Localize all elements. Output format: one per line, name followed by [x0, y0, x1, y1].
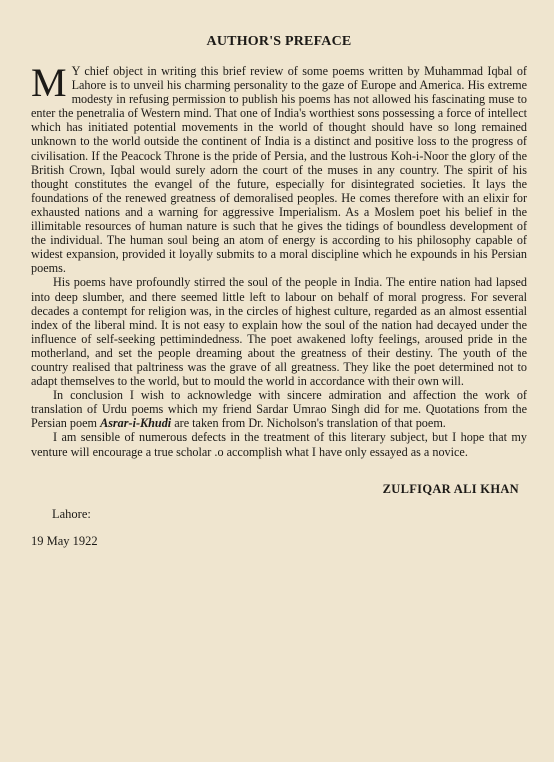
- author-signature: ZULFIQAR ALI KHAN: [382, 481, 519, 496]
- poem-title: Asrar-i-Khudi: [100, 416, 172, 431]
- paragraph-1: [31, 60, 527, 276]
- page-title: AUTHOR'S PREFACE: [206, 34, 352, 49]
- paragraph-1-text: Y chief object in writing this brief review of some poems written by Muhammad Iqbal of Lahore is to unveil his charming personality to the gaze of Europe and America. His extreme modesty in refusing permission to publish his poems has not allowed his fascinating muse to enter the penetralia of Western mind. That one of India's worthiest sons possessing a force of intellect which has initiated potential movements in the world of thought should have so long remained unknown to the world outside the continent of India is a distinct and positive loss to the progress of civilisation. If the Peacock Throne is the pride of Persia, and the lustrous Koh-i-Noor the glory of the British Crown, Iqbal would surely adorn the court of the muses in any country. The spirit of his thought constitutes the evangel of the future, especially for disintegrated societies. It lays the foundations of the renewed greatness of demoralised peoples. He comes therefore with an elixir for exhausted nations and a warning for aggressive Imperialism. As a Moslem poet his belief in the illimitable resources of human nature is such that he gives the tidings of boundless development of the individual. The human soul being an atom of energy is according to his philosophy capable of widest expansion, provided it loyally submits to a moral discipline which he expounds in his Persian poems.: [31, 64, 527, 276]
- drop-cap: M: [31, 60, 67, 105]
- paragraph-3: [31, 388, 527, 430]
- paragraph-3-text-a: In conclusion I wish to acknowledge with sincere admiration and affection the work of translation of Urdu poems which my friend Sardar Umrao Singh did for me. Quotations from the Persian poem: [31, 388, 527, 431]
- paragraph-3-text-b: are taken from Dr. Nicholson's translation of that poem.: [171, 416, 446, 431]
- preface-body: [31, 60, 527, 459]
- paragraph-2: His poems have profoundly stirred the soul of the people in India. The entire nation had lapsed into deep slumber, and there seemed little left to labour on behalf of moral progress. For several decades a contempt for religion was, in the circles of highest culture, regarded as an almost essential index of the liberal mind. It is not easy to explain how the soul of the nation had decayed under the influence of self-seeking pettimindedness. The poet awakened lofty feelings, aroused pride in the motherland, and set the people dreaming about the greatness of their destiny. The youth of the country realised that paltriness was the grave of all greatness. They like the poet determined not to adapt themselves to the world, but to mould the world in accordance with their own will.: [31, 275, 527, 389]
- paragraph-4: I am sensible of numerous defects in the treatment of this literary subject, but I hope that my venture will encourage a true scholar .o accomplish what I have only essayed as a novice.: [31, 430, 527, 459]
- place-line: Lahore:: [52, 506, 91, 521]
- date-line: 19 May 1922: [31, 533, 98, 548]
